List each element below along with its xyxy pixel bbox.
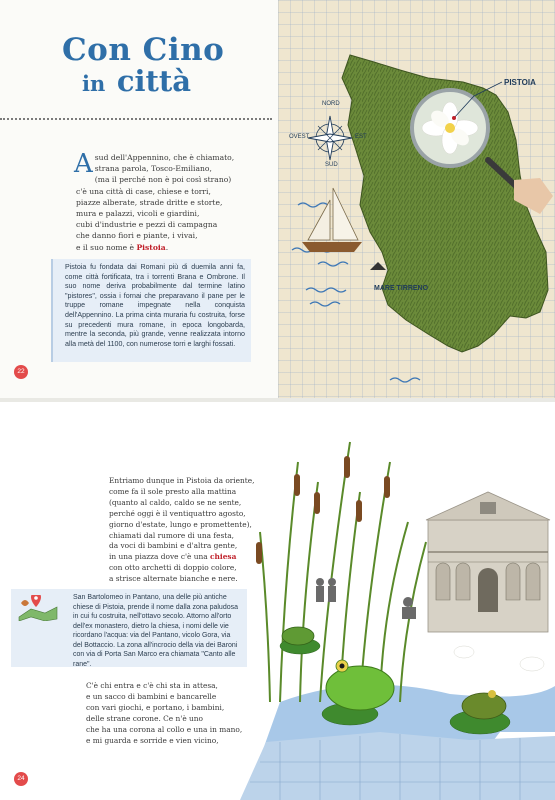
tuscany-map-illustration — [278, 0, 555, 398]
map-city-label: PISTOIA — [504, 78, 536, 87]
map-pin-icon — [17, 595, 59, 621]
compass-north: NORD — [322, 101, 340, 107]
poem-prefix: in una piazza dove c'è una — [109, 552, 211, 562]
poem-prefix: e il suo nome è — [76, 242, 137, 252]
info-box-history: Pistoia fu fondata dai Romani più di duemila anni fa, come città fortificata, tra i torrenti Brana e Ombrone. Il suo nome deriva probabilmente dal termine latino "pistores", ossia i fornai che preparavano il pane per le truppe romane impegnate nella conquista dell'Appennino. La prima cinta muraria fu costruita, forse su precedenti mura romane, in epoca longobarda, mentre la seconda, più grande, venne realizzata intorno alla metà del 1100, con numerose torri e larghi fossati. — [51, 259, 251, 362]
poem-suffix: . — [165, 242, 169, 252]
info-box-church — [11, 589, 247, 667]
poem-line: Entriamo dunque in Pistoia da oriente, — [109, 476, 255, 485]
poem-line: con vari giochi, e portano, i bambini, — [86, 702, 225, 712]
poem-line: c'è una città di case, chiese e torri, — [76, 186, 211, 196]
pond-church-illustration — [240, 402, 555, 800]
poem-line: mura e palazzi, vicoli e giardini, — [76, 209, 200, 219]
poem-bottom — [109, 476, 299, 585]
poem-line: (quanto al caldo, caldo se ne sente, — [109, 497, 242, 507]
poem-line-last — [76, 242, 276, 253]
compass-rose-icon — [308, 116, 352, 160]
poem-line: e un sacco di bambini e bancarelle — [86, 691, 217, 701]
church-illustration — [426, 492, 550, 632]
page-number-bottom: 24 — [14, 772, 28, 786]
poem-line: strana parola, Tosco-Emiliano, — [94, 164, 212, 174]
title-in: in — [82, 71, 106, 96]
poem-line: con otto archetti di doppio colore, — [109, 563, 237, 573]
page-title-line2 — [82, 64, 191, 98]
poem-line: sud dell'Appennino, che è chiamato, — [94, 153, 235, 162]
poem-line: chiamati dal rumore di una festa, — [109, 530, 234, 540]
chiesa-highlight: chiesa — [210, 552, 237, 562]
poem-top — [74, 149, 276, 253]
poem-line: a strisce alternate bianche e nere. — [109, 574, 238, 584]
title-citta: città — [116, 64, 192, 98]
compass-west: OVEST — [289, 134, 310, 140]
poem-line-chiesa — [109, 552, 299, 563]
page-number-top: 22 — [14, 365, 28, 379]
poem-line: C'è chi entra e c'è chi sta in attesa, — [86, 681, 218, 690]
poem-line: che danno fiori e piante, i vivai, — [76, 231, 198, 241]
poem-line: perché oggi è il ventiquattro agosto, — [109, 508, 246, 518]
page-title: Con Cino — [62, 32, 225, 68]
poem-line: giorno d'estate, lungo e promettente), — [109, 519, 252, 529]
info-box-church-text: San Bartolomeo in Pantano, una delle più antiche chiese di Pistoia, prende il nome dalla zona paludosa in cui fu costruita, nell'ottavo secolo. Attorno all'orto dell'ex monastero, dietro la chiesa, i nomi delle vie ricordano l'acqua: via del Pantano, vicolo Gora, via del Bottaccio. La zona all'incrocio della via dei Baroni con via di Porta San Marco era chiamata "Canto alle rane". — [73, 594, 238, 668]
compass-south: SUD — [325, 162, 338, 168]
poem-line: e mi guarda e sorride e vien vicino, — [86, 735, 219, 745]
dropcap: A — [74, 149, 93, 179]
map-panel — [278, 0, 555, 398]
poem-line: (ma il perché non è poi così strano) — [94, 175, 232, 185]
map-sea-label: MARE TIRRENO — [374, 285, 429, 292]
poem-line: delle strane corone. Ce n'è uno — [86, 713, 204, 723]
sailboat-icon — [302, 188, 362, 252]
poem-line: da voci di bambini e d'altra gente, — [109, 541, 238, 551]
water-lily-icon — [454, 646, 544, 671]
compass-east: EST — [355, 134, 367, 140]
poem-line: piazze alberate, strade dritte e storte, — [76, 197, 223, 207]
poem-line: come fa il sole presto alla mattina — [109, 486, 237, 496]
city-name-highlight: Pistoia — [136, 242, 166, 252]
poem-line: che ha una corona al collo e una in mano, — [86, 724, 243, 734]
poem-bottom-2 — [86, 681, 276, 746]
children-silhouettes — [316, 578, 416, 619]
poem-line: cubi d'industrie e pezzi di campagna — [76, 220, 218, 230]
page-top — [0, 0, 555, 398]
dotted-divider — [0, 118, 272, 120]
